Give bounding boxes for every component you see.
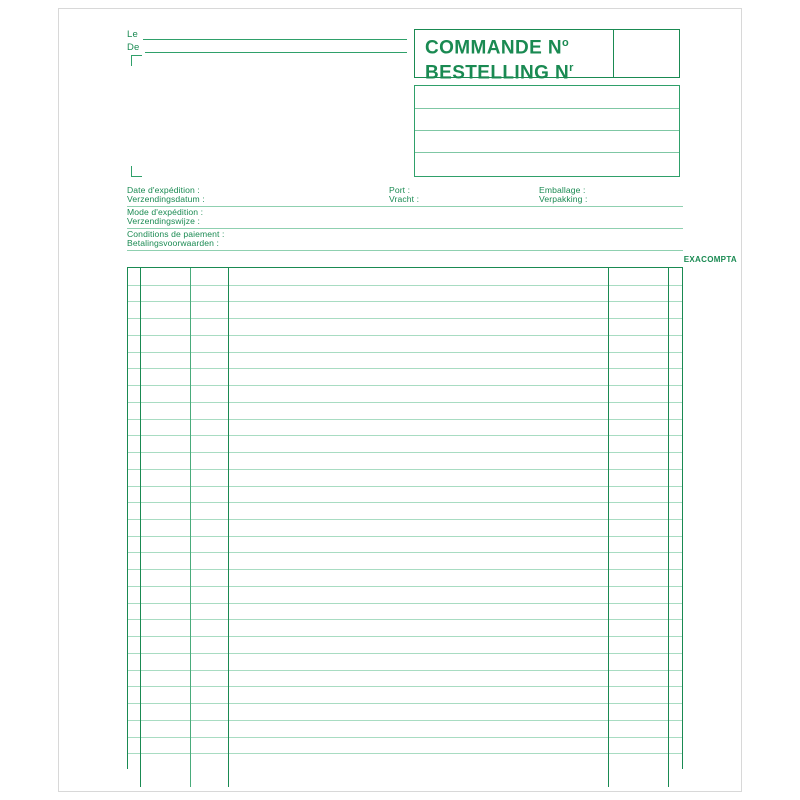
- grid-row-line: [128, 519, 682, 520]
- grid-row-line: [128, 720, 682, 721]
- grid-row-line: [128, 586, 682, 587]
- le-field-row[interactable]: [127, 29, 407, 42]
- recipient-line-1: [415, 108, 679, 109]
- recipient-line-3: [415, 152, 679, 153]
- grid-row-line: [128, 653, 682, 654]
- order-number-input[interactable]: [613, 30, 679, 77]
- shipping-fields: [127, 185, 683, 251]
- label-port-nl: Vracht :: [389, 194, 420, 204]
- order-title-nl-label: BESTELLING N: [425, 62, 570, 84]
- de-label: De: [127, 42, 140, 53]
- address-area[interactable]: [131, 55, 409, 177]
- grid-column-line: [608, 268, 609, 787]
- order-title-text: [425, 33, 574, 84]
- grid-row-line: [128, 469, 682, 470]
- label-port-fr: Port :: [389, 185, 411, 195]
- grid-column-line: [228, 268, 229, 787]
- recipient-lines-box[interactable]: [414, 85, 680, 177]
- grid-row-line: [128, 435, 682, 436]
- grid-column-line: [190, 268, 191, 787]
- de-field-row[interactable]: [127, 42, 407, 55]
- grid-row-line: [128, 619, 682, 620]
- grid-row-line: [128, 335, 682, 336]
- label-emballage-fr: Emballage :: [539, 185, 586, 195]
- le-rule: [143, 39, 407, 40]
- label-mode-expedition-nl: Verzendingswijze :: [127, 216, 200, 226]
- field-row-payment[interactable]: [127, 229, 683, 251]
- corner-bracket-bottom-left-icon: [131, 166, 142, 177]
- order-title-fr-label: COMMANDE N: [425, 37, 562, 59]
- order-title-nl: [425, 58, 574, 83]
- label-date-expedition-fr: Date d'expédition :: [127, 185, 200, 195]
- grid-row-line: [128, 569, 682, 570]
- grid-row-line: [128, 419, 682, 420]
- grid-row-line: [128, 603, 682, 604]
- grid-row-line: [128, 686, 682, 687]
- grid-row-line: [128, 402, 682, 403]
- order-form-sheet: [58, 8, 742, 792]
- label-conditions-paiement-nl: Betalingsvoorwaarden :: [127, 238, 220, 248]
- label-mode-expedition-fr: Mode d'expédition :: [127, 207, 204, 217]
- label-conditions-paiement-fr: Conditions de paiement :: [127, 229, 225, 239]
- grid-row-line: [128, 636, 682, 637]
- grid-row-line: [128, 737, 682, 738]
- field-row-mode[interactable]: [127, 207, 683, 229]
- order-title-nl-sup: r: [569, 62, 574, 75]
- label-date-expedition-nl: Verzendingsdatum :: [127, 194, 205, 204]
- grid-row-line: [128, 670, 682, 671]
- grid-row-line: [128, 385, 682, 386]
- grid-row-line: [128, 318, 682, 319]
- grid-row-line: [128, 301, 682, 302]
- order-lines-grid[interactable]: [127, 267, 683, 769]
- grid-row-line: [128, 536, 682, 537]
- sender-block: [127, 29, 407, 55]
- grid-row-line: [128, 502, 682, 503]
- order-title-fr-sup: o: [562, 37, 570, 49]
- grid-column-line: [140, 268, 141, 787]
- recipient-line-2: [415, 130, 679, 131]
- field-row-payment-rule: [127, 250, 683, 251]
- grid-row-line: [128, 368, 682, 369]
- de-rule: [145, 52, 407, 53]
- order-title-fr: [425, 33, 574, 58]
- grid-row-line: [128, 486, 682, 487]
- order-title-box: [414, 29, 680, 84]
- grid-row-line: [128, 753, 682, 754]
- corner-bracket-top-left-icon: [131, 55, 142, 66]
- label-emballage-nl: Verpakking :: [539, 194, 588, 204]
- grid-row-line: [128, 552, 682, 553]
- form-content: [59, 9, 741, 791]
- field-row-expedition[interactable]: [127, 185, 683, 207]
- grid-row-line: [128, 452, 682, 453]
- grid-row-line: [128, 285, 682, 286]
- grid-row-line: [128, 703, 682, 704]
- le-label: Le: [127, 29, 138, 40]
- grid-column-line: [668, 268, 669, 787]
- grid-row-line: [128, 352, 682, 353]
- brand-logo: EXACOMPTA: [683, 255, 737, 264]
